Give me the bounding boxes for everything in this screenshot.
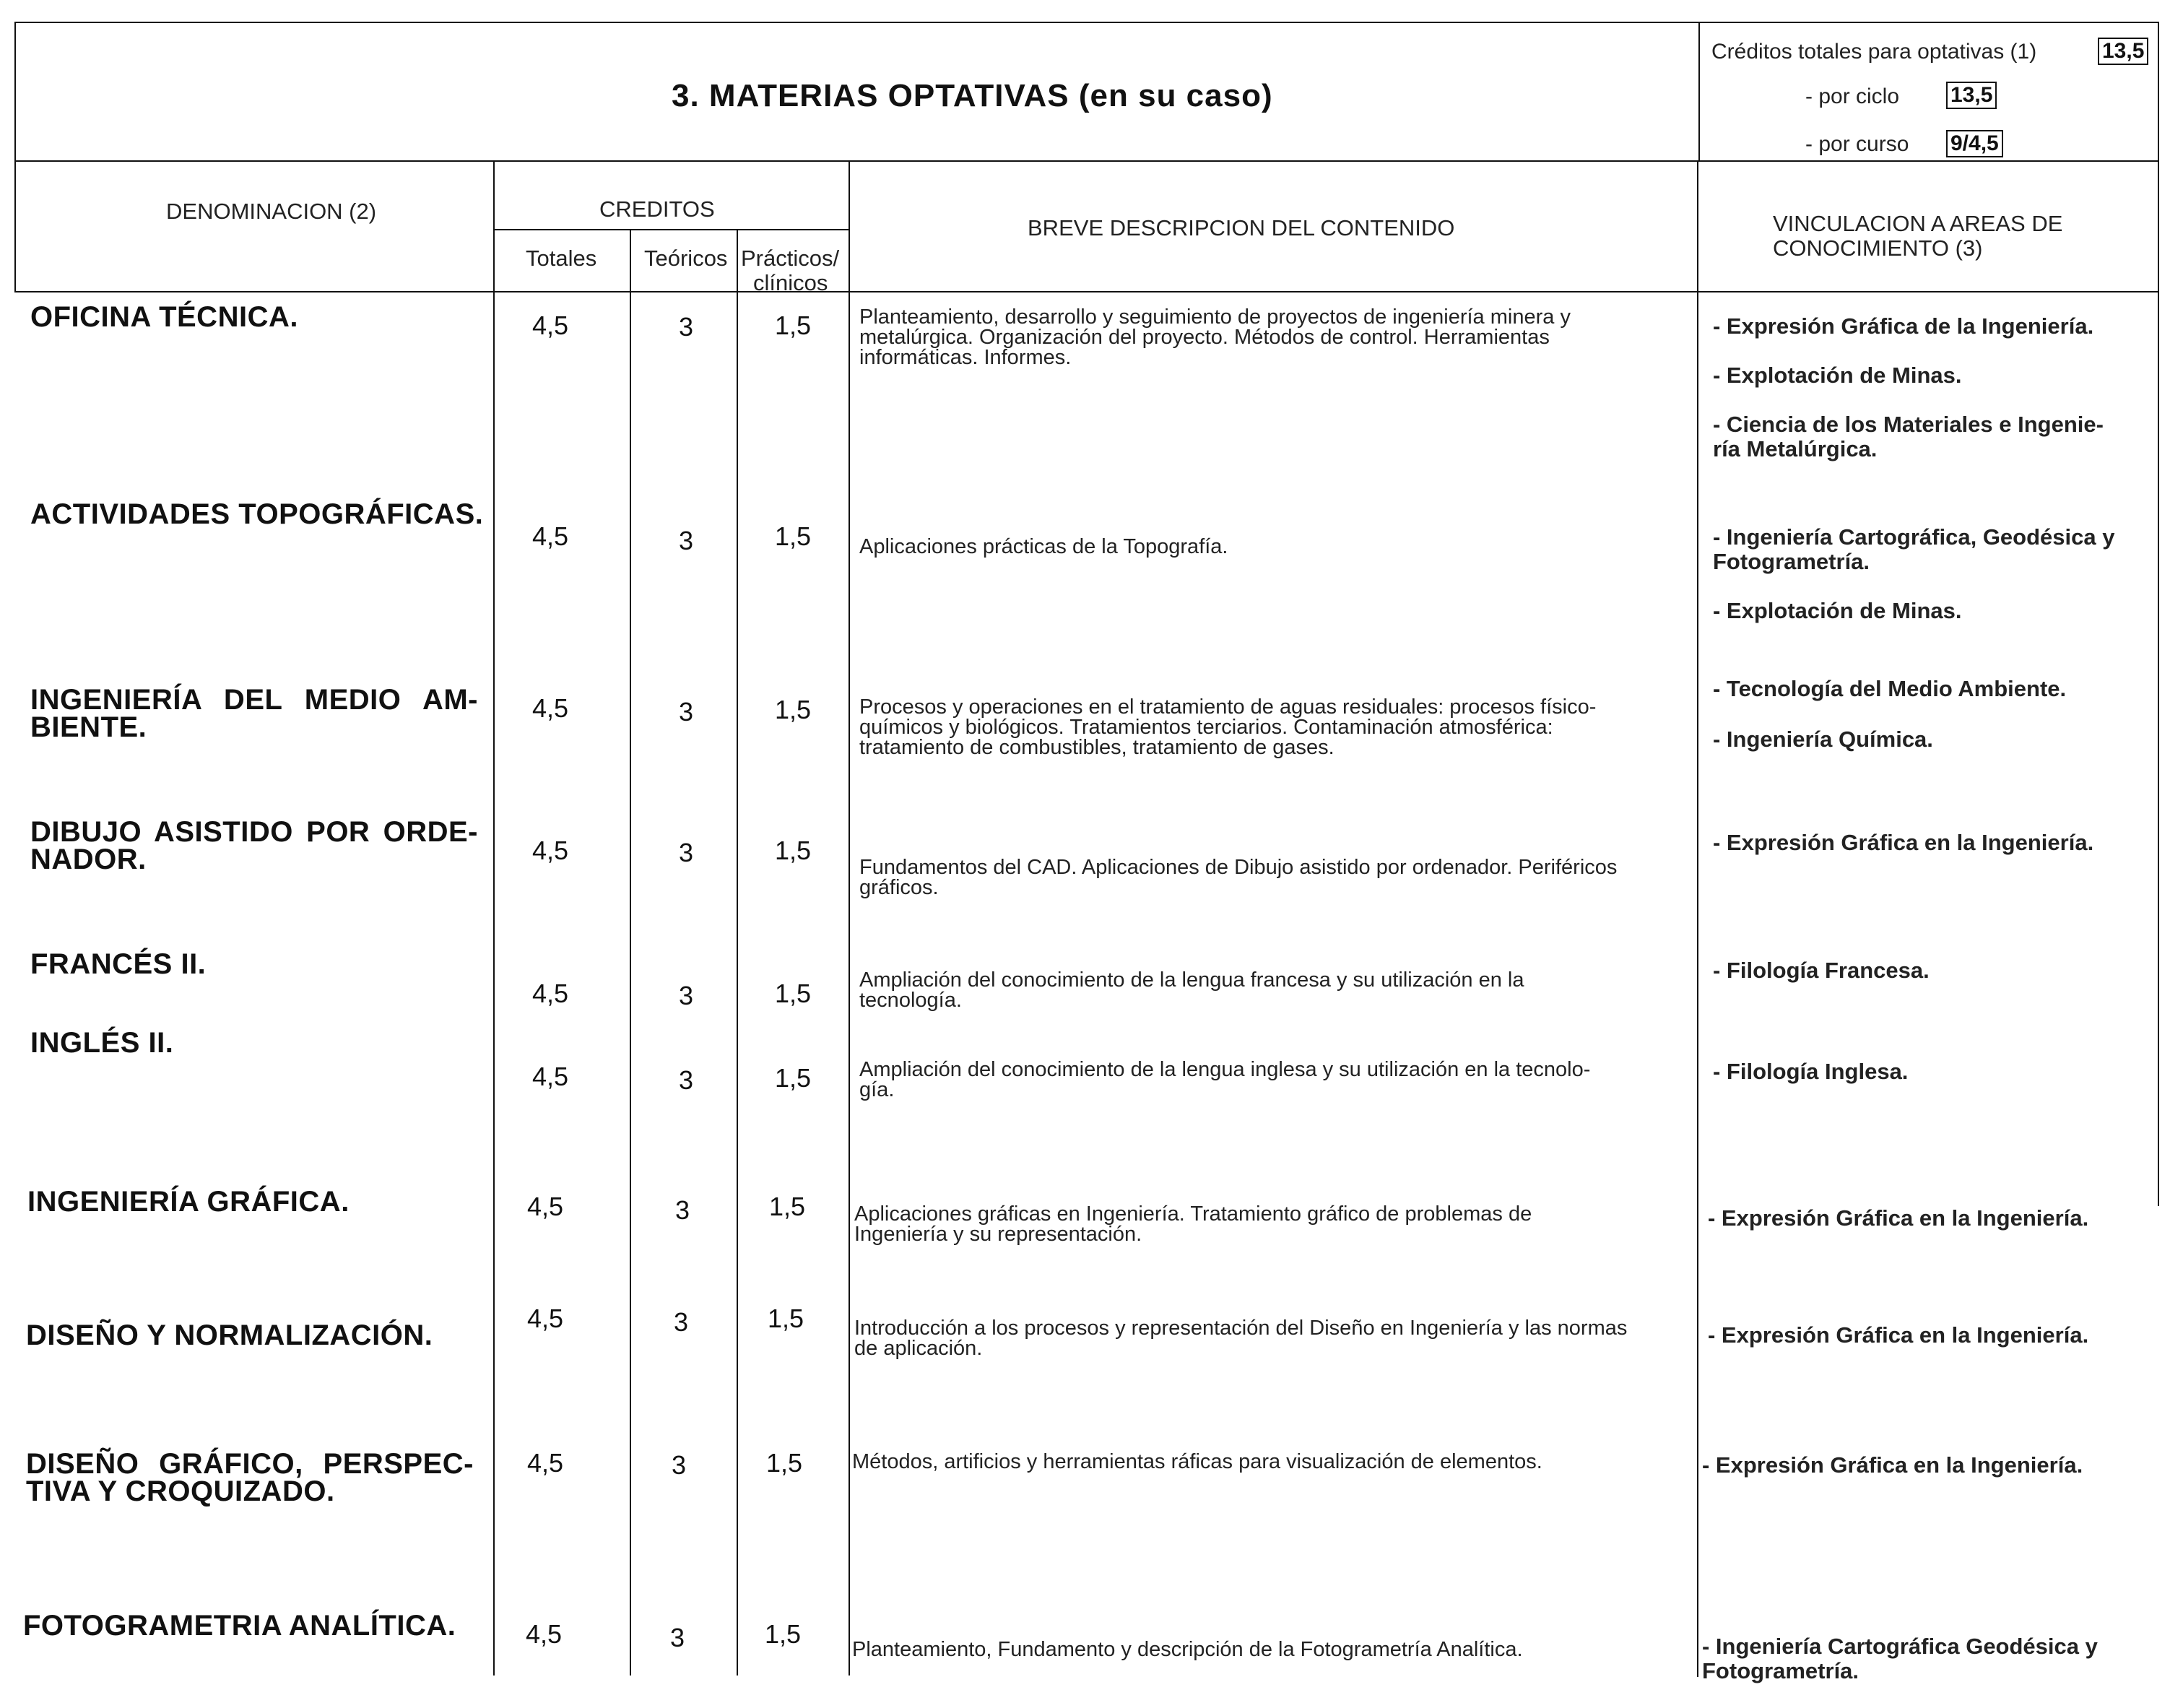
row-2-name: ACTIVIDADES TOPOGRÁFICAS.: [30, 498, 484, 530]
header-denominacion: DENOMINACION (2): [166, 199, 377, 224]
header-bottom-border: [14, 291, 2159, 292]
row-6-areas: - Filología Inglesa.: [1713, 1059, 1909, 1084]
row-5-practicos: 1,5: [774, 979, 812, 1008]
row-3-name: INGENIERÍA DEL MEDIO AM- BIENTE.: [30, 684, 478, 743]
row-10-totales: 4,5: [525, 1619, 563, 1649]
row-9-description: Métodos, artificios y herramientas ráficas para visualización de elementos.: [852, 1450, 1542, 1473]
creditos-divider: [493, 229, 850, 230]
row-5-areas: - Filología Francesa.: [1713, 958, 1930, 983]
row-9-name: DISEÑO GRÁFICO, PERSPEC- TIVA Y CROQUIZADO.: [26, 1448, 474, 1507]
row-4-practicos: 1,5: [774, 836, 812, 865]
per-course-value: 9/4,5: [1946, 130, 2003, 157]
left-border: [14, 22, 16, 292]
col-divider-4: [849, 160, 850, 1676]
row-6-teoricos: 3: [678, 1065, 694, 1095]
row-6-practicos: 1,5: [774, 1063, 812, 1093]
title-right-divider: [1698, 22, 1700, 162]
row-9-practicos: 1,5: [765, 1448, 803, 1478]
row-10-teoricos: 3: [669, 1623, 685, 1652]
header-clinicos: clínicos: [753, 270, 828, 295]
row-7-areas: - Expresión Gráfica en la Ingeniería.: [1708, 1205, 2089, 1231]
row-3-practicos: 1,5: [774, 695, 812, 724]
top-border: [14, 22, 2159, 23]
row-4-description: Fundamentos del CAD. Aplicaciones de Dibujo asistido por ordenador. Periféricos gráficos.: [859, 856, 1618, 899]
col-divider-3: [737, 229, 738, 1676]
row-4-totales: 4,5: [531, 836, 569, 865]
row-7-name: INGENIERÍA GRÁFICA.: [27, 1186, 350, 1218]
row-4-teoricos: 3: [678, 838, 694, 867]
page-title: 3. MATERIAS OPTATIVAS (en su caso): [672, 78, 1273, 113]
row-2-description: Aplicaciones prácticas de la Topografía.: [859, 535, 1228, 558]
row-4-areas: - Expresión Gráfica en la Ingeniería.: [1713, 830, 2094, 855]
total-credits-label: Créditos totales para optativas (1): [1711, 40, 2037, 64]
row-5-description: Ampliación del conocimiento de la lengua francesa y su utilización en la tecnología.: [859, 968, 1524, 1012]
row-8-name: DISEÑO Y NORMALIZACIÓN.: [26, 1319, 433, 1351]
title-bottom-border: [14, 160, 2159, 162]
row-2-areas: - Ingeniería Cartográfica, Geodésica y Fotogrametría. - Explotación de Minas.: [1713, 524, 2115, 623]
row-5-totales: 4,5: [531, 979, 569, 1008]
row-10-name: FOTOGRAMETRIA ANALÍTICA.: [23, 1610, 456, 1642]
per-cycle-label: - por ciclo: [1805, 84, 1900, 108]
row-10-practicos: 1,5: [764, 1619, 802, 1649]
row-6-description: Ampliación del conocimiento de la lengua inglesa y su utilización en la tecnolo- gía.: [859, 1058, 1591, 1101]
row-7-practicos: 1,5: [768, 1192, 806, 1221]
row-1-totales: 4,5: [531, 311, 569, 340]
row-6-totales: 4,5: [531, 1062, 569, 1091]
per-course-label: - por curso: [1805, 132, 1909, 156]
row-4-name: DIBUJO ASISTIDO POR ORDE- NADOR.: [30, 816, 478, 875]
right-border: [2158, 22, 2159, 1206]
row-2-teoricos: 3: [678, 526, 694, 555]
row-10-areas: - Ingeniería Cartográfica Geodésica y Fotogrametría.: [1702, 1634, 2098, 1683]
header-totales: Totales: [526, 246, 597, 271]
total-credits-value: 13,5: [2098, 38, 2148, 65]
col-divider-1: [493, 160, 495, 1676]
row-8-practicos: 1,5: [767, 1304, 804, 1333]
row-5-teoricos: 3: [678, 981, 694, 1010]
col-divider-2: [630, 229, 631, 1676]
row-1-name: OFICINA TÉCNICA.: [30, 301, 298, 333]
header-vinculacion-2: CONOCIMIENTO (3): [1773, 235, 1983, 261]
row-3-teoricos: 3: [678, 697, 694, 727]
row-2-practicos: 1,5: [774, 521, 812, 551]
row-9-teoricos: 3: [671, 1450, 687, 1480]
row-3-totales: 4,5: [531, 693, 569, 723]
header-practicos: Prácticos/: [741, 246, 840, 271]
header-creditos: CREDITOS: [599, 196, 715, 222]
row-10-description: Planteamiento, Fundamento y descripción de la Fotogrametría Analítica.: [852, 1638, 1523, 1661]
row-1-areas: - Expresión Gráfica de la Ingeniería. - Explotación de Minas. - Ciencia de los Materiales e Ingenie- ría Metalúrgica.: [1713, 313, 2104, 461]
row-1-practicos: 1,5: [774, 311, 812, 340]
row-3-areas: - Tecnología del Medio Ambiente. - Ingeniería Química.: [1713, 676, 2067, 752]
per-cycle-value: 13,5: [1946, 82, 1997, 109]
header-vinculacion-1: VINCULACION A AREAS DE: [1773, 211, 2063, 236]
row-2-totales: 4,5: [531, 521, 569, 551]
row-9-areas: - Expresión Gráfica en la Ingeniería.: [1702, 1452, 2083, 1478]
row-8-totales: 4,5: [526, 1304, 564, 1333]
row-3-description: Procesos y operaciones en el tratamiento de aguas residuales: procesos físico- químicos y biológicos. Tratamientos terciarios. Contaminación atmosférica: tratamiento de combustibles, tratamiento de gases.: [859, 695, 1597, 759]
header-descripcion: BREVE DESCRIPCION DEL CONTENIDO: [1028, 215, 1455, 240]
row-8-areas: - Expresión Gráfica en la Ingeniería.: [1708, 1322, 2089, 1348]
row-5-name: FRANCÉS II.: [30, 948, 207, 980]
row-7-totales: 4,5: [526, 1192, 564, 1221]
row-7-teoricos: 3: [674, 1195, 690, 1225]
row-9-totales: 4,5: [526, 1448, 564, 1478]
row-8-teoricos: 3: [673, 1307, 689, 1337]
row-6-name: INGLÉS II.: [30, 1027, 174, 1059]
row-8-description: Introducción a los procesos y representación del Diseño en Ingeniería y las normas de aplicación.: [854, 1317, 1628, 1360]
row-1-teoricos: 3: [678, 312, 694, 342]
header-teoricos: Teóricos: [644, 246, 728, 271]
row-7-description: Aplicaciones gráficas en Ingeniería. Tratamiento gráfico de problemas de Ingeniería y su representación.: [854, 1202, 1532, 1246]
row-1-description: Planteamiento, desarrollo y seguimiento de proyectos de ingeniería minera y metalúrgica. Organización del proyecto. Métodos de control. Herramientas informáticas. Informes.: [859, 305, 1571, 369]
col-divider-5: [1697, 160, 1698, 1677]
